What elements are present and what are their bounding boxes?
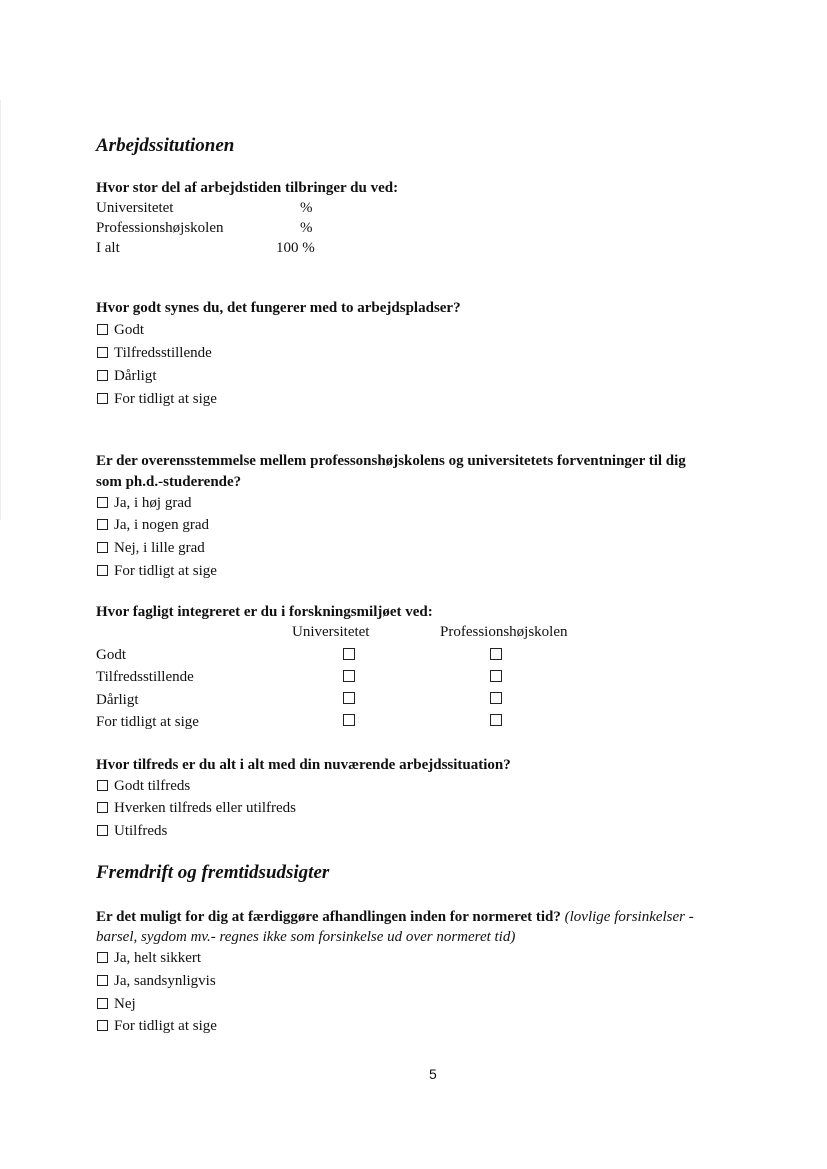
question-two-workplaces: Hvor godt synes du, det fungerer med to arbejdspladser? xyxy=(96,300,461,316)
grid-checkbox-professionshojskolen-darligt[interactable] xyxy=(490,692,502,704)
option-label: Ja, i nogen grad xyxy=(114,517,209,533)
checkbox[interactable] xyxy=(97,393,108,404)
checkbox[interactable] xyxy=(97,565,108,576)
page-number: 5 xyxy=(429,1066,437,1082)
grid-checkbox-professionshojskolen-for-tidligt[interactable] xyxy=(490,714,502,726)
option-for-tidligt[interactable] xyxy=(97,389,217,409)
row-label-professionshojskolen: Professionshøjskolen xyxy=(96,220,224,236)
checkbox[interactable] xyxy=(97,802,108,813)
question-integration: Hvor fagligt integreret er du i forskningsmiljøet ved: xyxy=(96,604,433,620)
question-note: (lovlige forsinkelser - xyxy=(564,909,694,925)
option-hoj-grad[interactable] xyxy=(97,493,191,513)
column-header-professionshojskolen: Professionshøjskolen xyxy=(440,624,568,640)
option-utilfreds[interactable] xyxy=(97,821,167,841)
checkbox[interactable] xyxy=(97,1020,108,1031)
option-label: Nej xyxy=(114,996,136,1012)
section-title-arbejdssituationen: Arbejdssitutionen xyxy=(96,135,235,156)
column-header-universitetet: Universitetet xyxy=(292,624,370,640)
option-label: Ja, sandsynligvis xyxy=(114,973,216,989)
option-label: Hverken tilfreds eller utilfreds xyxy=(114,800,297,816)
option-tilfredsstillende[interactable] xyxy=(97,343,212,363)
grid-row-label-for-tidligt: For tidligt at sige xyxy=(96,714,199,730)
option-darligt[interactable] xyxy=(97,366,157,386)
question-expectations-line1: Er der overensstemmelse mellem professonshøjskolens og universitetets forventninger til dig xyxy=(96,453,686,469)
option-label: For tidligt at sige xyxy=(114,1018,217,1034)
option-for-tidligt[interactable] xyxy=(97,1016,217,1036)
checkbox[interactable] xyxy=(97,825,108,836)
option-hverken[interactable] xyxy=(97,798,296,818)
option-sandsynligvis[interactable] xyxy=(97,971,216,991)
option-godt-tilfreds[interactable] xyxy=(97,776,190,796)
checkbox[interactable] xyxy=(97,519,108,530)
grid-checkbox-universitetet-for-tidligt[interactable] xyxy=(343,714,355,726)
grid-checkbox-professionshojskolen-tilfredsstillende[interactable] xyxy=(490,670,502,682)
checkbox[interactable] xyxy=(97,542,108,553)
grid-row-label-tilfredsstillende: Tilfredsstillende xyxy=(96,669,194,685)
question-text: Er det muligt for dig at færdiggøre afhandlingen inden for normeret tid? xyxy=(96,909,561,925)
option-label: Godt xyxy=(114,322,144,338)
scan-edge xyxy=(0,100,1,520)
checkbox[interactable] xyxy=(97,324,108,335)
grid-checkbox-universitetet-darligt[interactable] xyxy=(343,692,355,704)
row-value-professionshojskolen: % xyxy=(300,220,313,236)
row-value-i-alt: 100 % xyxy=(276,240,315,256)
option-label: Ja, i høj grad xyxy=(114,495,192,511)
grid-row-label-godt: Godt xyxy=(96,647,126,663)
option-lille-grad[interactable] xyxy=(97,538,205,558)
checkbox[interactable] xyxy=(97,780,108,791)
option-label: Utilfreds xyxy=(114,823,168,839)
option-label: Godt tilfreds xyxy=(114,778,191,794)
option-label: Dårligt xyxy=(114,368,157,384)
checkbox[interactable] xyxy=(97,975,108,986)
option-label: For tidligt at sige xyxy=(114,391,217,407)
question-note-line2: barsel, sygdom mv.- regnes ikke som forsinkelse ud over normeret tid) xyxy=(96,929,516,945)
option-label: Tilfredsstillende xyxy=(114,345,212,361)
option-helt-sikkert[interactable] xyxy=(97,948,201,968)
checkbox[interactable] xyxy=(97,952,108,963)
option-label: Nej, i lille grad xyxy=(114,540,205,556)
grid-checkbox-professionshojskolen-godt[interactable] xyxy=(490,648,502,660)
option-label: For tidligt at sige xyxy=(114,563,217,579)
option-nej[interactable] xyxy=(97,994,136,1014)
checkbox[interactable] xyxy=(97,998,108,1009)
question-expectations-line2: som ph.d.-studerende? xyxy=(96,474,242,490)
grid-checkbox-universitetet-tilfredsstillende[interactable] xyxy=(343,670,355,682)
option-for-tidligt[interactable] xyxy=(97,561,217,581)
grid-checkbox-universitetet-godt[interactable] xyxy=(343,648,355,660)
row-label-universitetet: Universitetet xyxy=(96,200,174,216)
option-godt[interactable] xyxy=(97,320,144,340)
question-time-share: Hvor stor del af arbejdstiden tilbringer du ved: xyxy=(96,180,399,196)
row-label-i-alt: I alt xyxy=(96,240,120,256)
question-normeret-tid xyxy=(96,907,694,927)
checkbox[interactable] xyxy=(97,370,108,381)
question-satisfaction: Hvor tilfreds er du alt i alt med din nuværende arbejdssituation? xyxy=(96,757,511,773)
checkbox[interactable] xyxy=(97,497,108,508)
section-title-fremdrift: Fremdrift og fremtidsudsigter xyxy=(96,862,330,883)
option-nogen-grad[interactable] xyxy=(97,515,209,535)
checkbox[interactable] xyxy=(97,347,108,358)
option-label: Ja, helt sikkert xyxy=(114,950,202,966)
grid-row-label-darligt: Dårligt xyxy=(96,692,139,708)
row-value-universitetet: % xyxy=(300,200,313,216)
